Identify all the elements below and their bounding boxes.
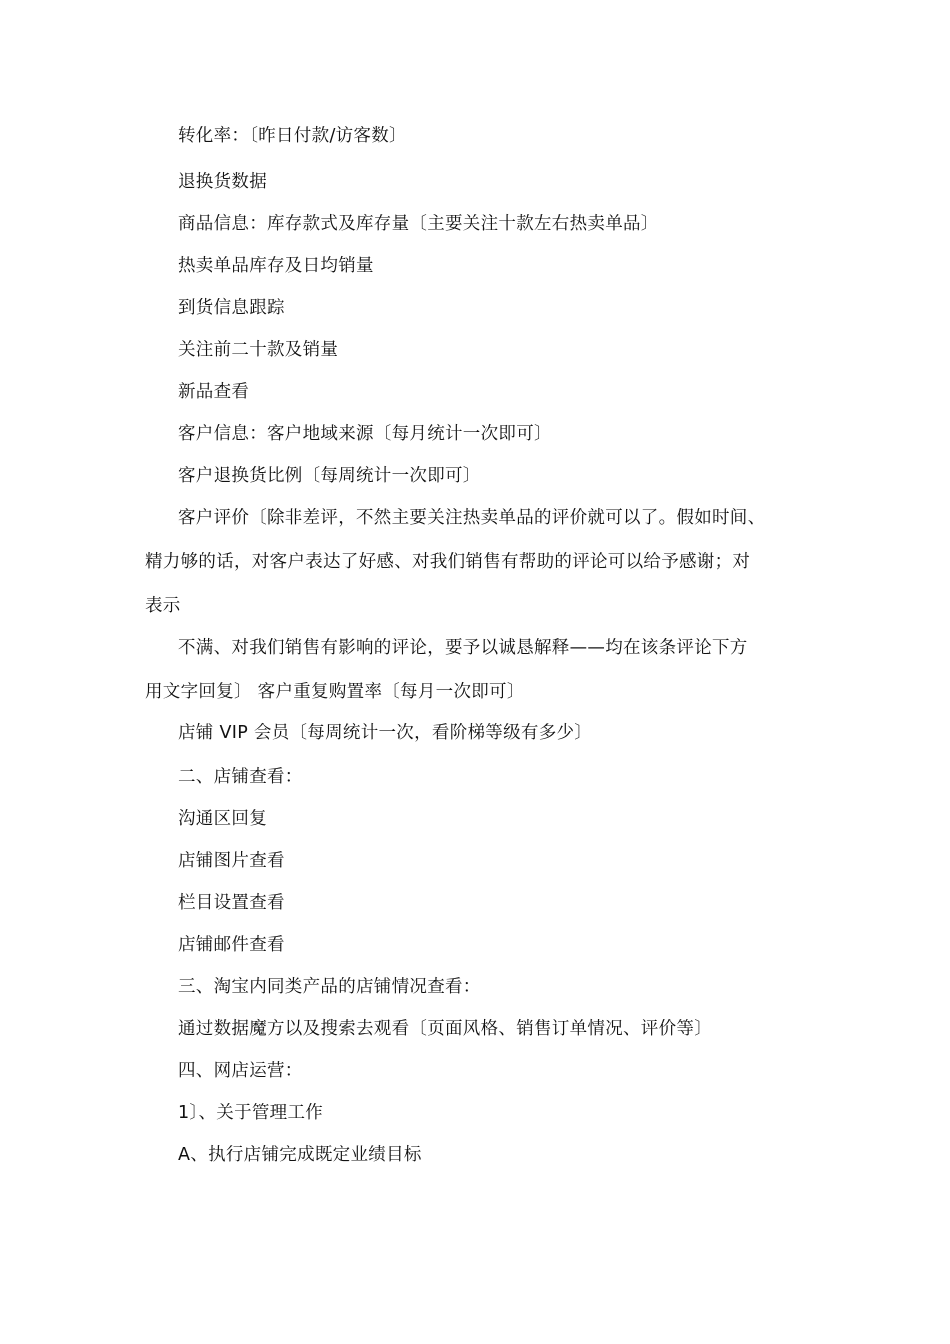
- text-line: 店铺图片查看: [178, 851, 285, 871]
- text-line: 到货信息跟踪: [178, 298, 285, 318]
- text-line: 商品信息：库存款式及库存量〔主要关注十款左右热卖单品〕: [178, 214, 659, 234]
- text-line: 客户信息：客户地域来源〔每月统计一次即可〕: [178, 424, 552, 444]
- text-line: 1〕、关于管理工作: [178, 1103, 324, 1123]
- text-line: 用文字回复〕 客户重复购置率〔每月一次即可〕: [145, 682, 525, 702]
- text-line: 新品查看: [178, 382, 250, 402]
- text-line: 店铺 VIP 会员〔每周统计一次，看阶梯等级有多少〕: [178, 723, 593, 743]
- text-line: 二、店铺查看：: [178, 767, 303, 787]
- text-line: 不满、对我们销售有影响的评论，要予以诚恳解释——均在该条评论下方: [178, 638, 748, 658]
- text-line: 四、网店运营：: [178, 1061, 303, 1081]
- text-line: 转化率：〔昨日付款/访客数〕: [178, 126, 407, 146]
- text-line: 热卖单品库存及日均销量: [178, 256, 374, 276]
- text-line: 关注前二十款及销量: [178, 340, 339, 360]
- text-line: 退换货数据: [178, 172, 267, 192]
- text-line: 三、淘宝内同类产品的店铺情况查看：: [178, 977, 481, 997]
- text-line: 表示: [145, 596, 181, 616]
- text-line: 沟通区回复: [178, 809, 267, 829]
- text-line: 栏目设置查看: [178, 893, 285, 913]
- text-line: 通过数据魔方以及搜索去观看〔页面风格、销售订单情况、评价等〕: [178, 1019, 712, 1039]
- text-line: A、执行店铺完成既定业绩目标: [178, 1145, 422, 1165]
- text-line: 店铺邮件查看: [178, 935, 285, 955]
- text-line: 精力够的话，对客户表达了好感、对我们销售有帮助的评论可以给予感谢；对: [145, 552, 751, 572]
- text-line: 客户评价〔除非差评，不然主要关注热卖单品的评价就可以了。假如时间、: [178, 508, 766, 528]
- text-line: 客户退换货比例〔每周统计一次即可〕: [178, 466, 481, 486]
